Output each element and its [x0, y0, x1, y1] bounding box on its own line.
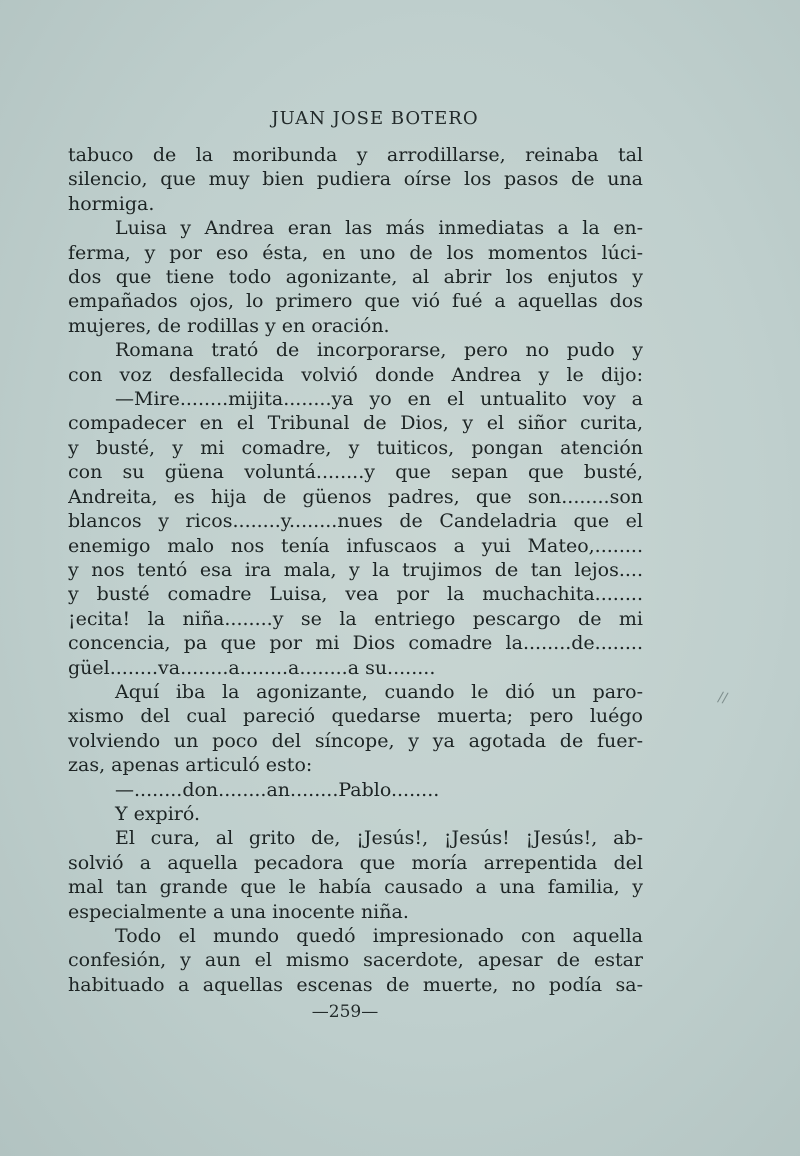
- body-text: [68, 143, 643, 997]
- text-line: volviendo un poco del síncope, y ya agotada de fuer-: [68, 729, 643, 752]
- text-line: El cura, al grito de, ¡Jesús!, ¡Jesús! ¡Jesús!, ab-: [115, 827, 643, 850]
- text-line: tabuco de la moribunda y arrodillarse, reinaba tal: [68, 144, 643, 166]
- text-line: y busté, y mi comadre, y tuiticos, pongan atención: [68, 436, 643, 459]
- text-line: solvió a aquella pecadora que moría arrepentida del: [68, 851, 643, 874]
- text-line: concencia, pa que por mi Dios comadre la........de........: [68, 632, 643, 655]
- text-line: habituado a aquellas escenas de muerte, no podía sa-: [68, 973, 643, 996]
- text-line: con su güena voluntá........y que sepan que busté,: [68, 461, 643, 484]
- text-line: y busté comadre Luisa, vea por la muchachita........: [68, 583, 643, 606]
- text-line: compadecer en el Tribunal de Dios, y el siñor curita,: [68, 412, 643, 435]
- text-line: y nos tentó esa ira mala, y la trujimos de tan lejos....: [68, 558, 643, 581]
- text-line: xismo del cual pareció quedarse muerta; pero luégo: [68, 705, 643, 728]
- text-line: con voz desfallecida volvió donde Andrea y le dijo:: [68, 363, 643, 386]
- text-line: Luisa y Andrea eran las más inmediatas a la en-: [115, 217, 643, 240]
- text-line: zas, apenas articuló esto:: [68, 754, 313, 777]
- text-line: Andreita, es hija de güenos padres, que son........son: [68, 485, 643, 508]
- margin-pencil-mark: //: [716, 689, 729, 707]
- text-line: mal tan grande que le había causado a una familia, y: [68, 876, 643, 899]
- text-line: hormiga.: [68, 192, 155, 215]
- text-line: blancos y ricos........y........nues de Candeladria que el: [68, 510, 643, 533]
- text-line: —Mire........mijita........ya yo en el untualito voy a: [115, 388, 643, 411]
- text-line: enemigo malo nos tenía infuscaos a yui Mateo,........: [68, 534, 643, 557]
- text-line: —........don........an........Pablo........: [115, 778, 440, 801]
- text-line: ¡ecita! la niña........y se la entriego pescargo de mi: [68, 607, 643, 630]
- text-line: confesión, y aun el mismo sacerdote, apesar de estar: [68, 949, 643, 972]
- text-line: dos que tiene todo agonizante, al abrir los enjutos y: [68, 266, 643, 289]
- text-line: Aquí iba la agonizante, cuando le dió un paro-: [115, 680, 643, 703]
- text-line: especialmente a una inocente niña.: [68, 900, 409, 923]
- page-number: —259—: [311, 1002, 379, 1022]
- text-line: Y expiró.: [115, 802, 201, 825]
- text-line: mujeres, de rodillas y en oración.: [68, 314, 390, 337]
- text-line: Romana trató de incorporarse, pero no pudo y: [115, 339, 643, 362]
- text-line: silencio, que muy bien pudiera oírse los pasos de una: [68, 168, 643, 191]
- text-line: ferma, y por eso ésta, en uno de los momentos lúci-: [68, 241, 643, 264]
- running-header: JUAN JOSE BOTERO: [271, 108, 479, 129]
- text-line: güel........va........a........a........a su........: [68, 656, 436, 679]
- text-line: empañados ojos, lo primero que vió fué a aquellas dos: [68, 290, 643, 313]
- text-line: Todo el mundo quedó impresionado con aquella: [115, 925, 643, 947]
